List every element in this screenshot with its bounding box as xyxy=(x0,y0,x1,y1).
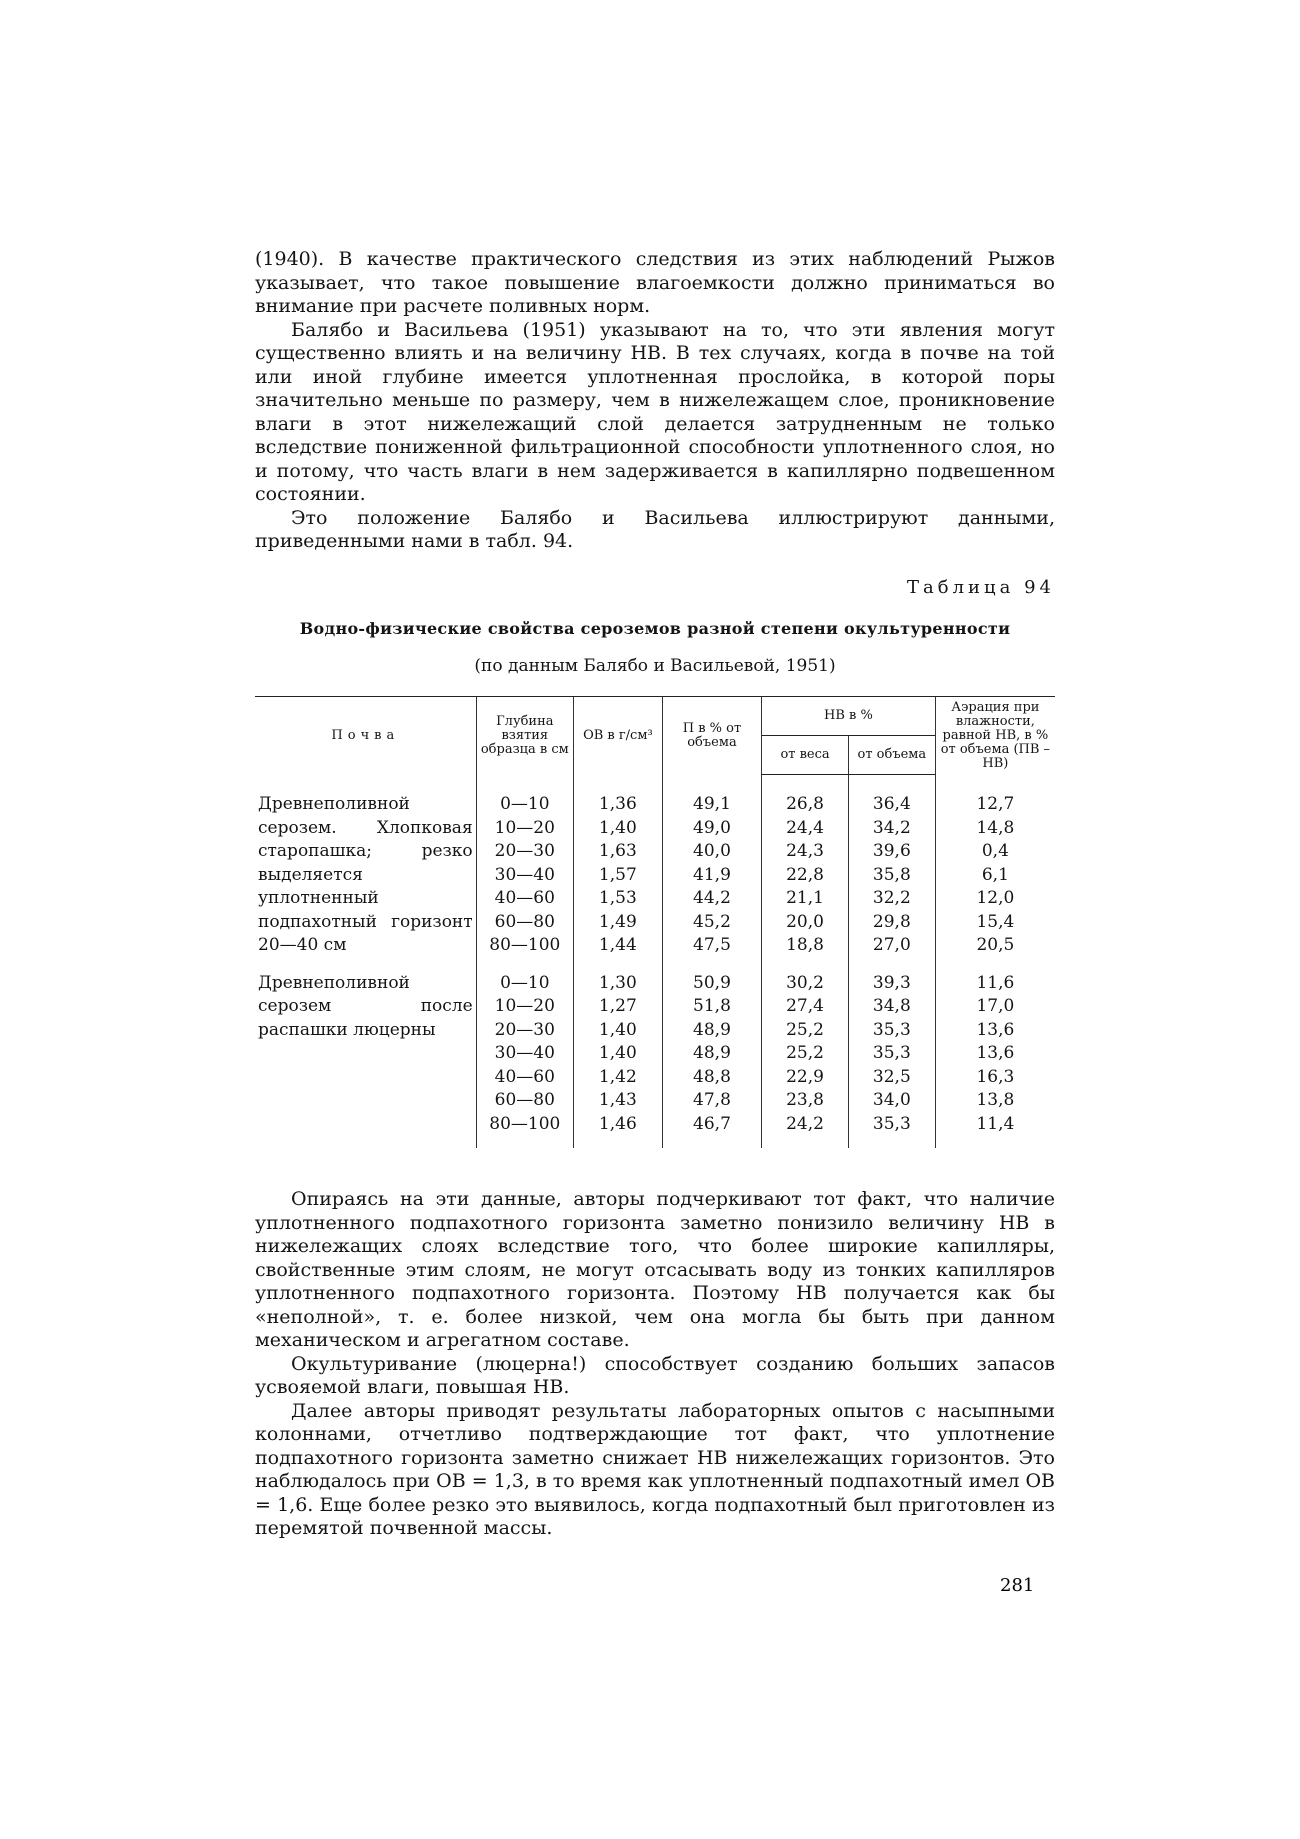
header-nv-weight: от веса xyxy=(762,736,849,775)
table-cell: 49,1 xyxy=(662,793,761,817)
paragraph-5: Окультуривание (люцерна!) способствует созданию больших запасов усвояемой влаги, повышая НВ. xyxy=(255,1352,1055,1398)
table-cell: 10—20 xyxy=(476,817,573,841)
table-cell: 1,44 xyxy=(573,934,662,958)
table-cell: 10—20 xyxy=(476,995,573,1019)
table-cell: 20,0 xyxy=(762,911,849,935)
table-cell: 13,8 xyxy=(935,1089,1055,1113)
table-cell: 1,40 xyxy=(573,817,662,841)
table-cell: 1,42 xyxy=(573,1066,662,1090)
header-soil: Почва xyxy=(255,697,476,775)
soil-description: Древнеполивной серозем после распашки люцерны xyxy=(258,972,473,1040)
table-spacer xyxy=(255,775,1055,794)
table-cell: 35,3 xyxy=(848,1019,935,1043)
header-ob: ОВ в г/см³ xyxy=(573,697,662,775)
header-aeration: Аэрация при влажности, равной НВ, в % от объема (ПВ –НВ) xyxy=(935,697,1055,775)
table-body xyxy=(255,775,1055,1149)
table-cell: 24,3 xyxy=(762,840,849,864)
table-subtitle: (по данным Балябо и Васильевой, 1951) xyxy=(474,655,836,676)
table-cell: 16,3 xyxy=(935,1066,1055,1090)
table-cell: 32,5 xyxy=(848,1066,935,1090)
table-cell: 11,6 xyxy=(935,972,1055,996)
table-cell: 12,7 xyxy=(935,793,1055,817)
table-cell: 46,7 xyxy=(662,1113,761,1137)
table-cell: 0,4 xyxy=(935,840,1055,864)
table-row xyxy=(255,972,1055,996)
table-cell: 11,4 xyxy=(935,1113,1055,1137)
table-cell: 35,3 xyxy=(848,1042,935,1066)
table-cell: 15,4 xyxy=(935,911,1055,935)
table-cell: 60—80 xyxy=(476,911,573,935)
table-cell: 35,8 xyxy=(848,864,935,888)
table-cell: 30—40 xyxy=(476,864,573,888)
table-cell: 26,8 xyxy=(762,793,849,817)
table-cell: 29,8 xyxy=(848,911,935,935)
table-cell: 14,8 xyxy=(935,817,1055,841)
table-cell: 1,36 xyxy=(573,793,662,817)
table-cell: 1,57 xyxy=(573,864,662,888)
table-cell: 24,2 xyxy=(762,1113,849,1137)
table-title: Водно-физические свойства сероземов разной степени окультуренности xyxy=(299,619,1011,638)
table-cell: 25,2 xyxy=(762,1019,849,1043)
table-cell: 0—10 xyxy=(476,972,573,996)
page-content xyxy=(255,248,1055,1541)
soil-description: Древнеполивной серозем. Хлопковая старопашка; резко выделяется уплотненный подпахотный горизонт 20—40 см xyxy=(258,794,473,955)
table-cell: 0—10 xyxy=(476,793,573,817)
header-nv: НВ в % xyxy=(762,697,936,736)
table-cell: 44,2 xyxy=(662,887,761,911)
table-cell: 48,9 xyxy=(662,1019,761,1043)
table-cell: 1,27 xyxy=(573,995,662,1019)
table-cell: 34,0 xyxy=(848,1089,935,1113)
table-cell: 22,9 xyxy=(762,1066,849,1090)
table-cell: 80—100 xyxy=(476,934,573,958)
table-cell: 30—40 xyxy=(476,1042,573,1066)
table-cell: 17,0 xyxy=(935,995,1055,1019)
group-separator xyxy=(255,958,1055,972)
table-cell: 36,4 xyxy=(848,793,935,817)
table-cell: 21,1 xyxy=(762,887,849,911)
table-cell: 1,63 xyxy=(573,840,662,864)
paragraph-2: Балябо и Васильева (1951) указывают на то, что эти явления могут существенно влиять и на величину НВ. В тех случаях, когда в почве на той или иной глубине имеется уплотненная прослойка, в которой поры значительно меньше по размеру, чем в нижележащем слое, проникновение влаги в этот нижележащий слой делается затрудненным не только вследствие пониженной фильтрационной способности уплотненного слоя, но и потому, что часть влаги в нем задерживается в капиллярно подвешенном состоянии. xyxy=(255,318,1055,505)
table-cell: 32,2 xyxy=(848,887,935,911)
table-cell: 48,8 xyxy=(662,1066,761,1090)
table-cell: 1,40 xyxy=(573,1042,662,1066)
paragraph-3: Это положение Балябо и Васильева иллюстрируют данными, приведенными нами в табл. 94. xyxy=(255,506,1055,552)
table-cell: 39,3 xyxy=(848,972,935,996)
table-cell: 1,43 xyxy=(573,1089,662,1113)
table-cell: 25,2 xyxy=(762,1042,849,1066)
header-nv-volume: от объема xyxy=(848,736,935,775)
table-cell: 20—30 xyxy=(476,840,573,864)
table-cell: 6,1 xyxy=(935,864,1055,888)
paragraph-6: Далее авторы приводят результаты лабораторных опытов с насыпными колоннами, отчетливо подтверждающие тот факт, что уплотнение подпахотного горизонта заметно снижает НВ нижележащих горизонтов. Это наблюдалось при ОВ = 1,3, в то время как уплотненный подпахотный имел ОВ = 1,6. Еще более резко это выявилось, когда подпахотный был приготовлен из перемятой почвенной массы. xyxy=(255,1399,1055,1539)
table-cell: 22,8 xyxy=(762,864,849,888)
table-cell: 18,8 xyxy=(762,934,849,958)
table-label: Таблица 94 xyxy=(907,576,1055,598)
post-table-text xyxy=(255,1188,1055,1541)
table-cell: 41,9 xyxy=(662,864,761,888)
table-cell: 13,6 xyxy=(935,1019,1055,1043)
paragraph-1: (1940). В качестве практического следствия из этих наблюдений Рыжов указывает, что такое повышение влагоемкости должно приниматься во внимание при расчете поливных норм. xyxy=(255,248,1055,317)
table-cell: 30,2 xyxy=(762,972,849,996)
table-cell: 20—30 xyxy=(476,1019,573,1043)
table-cell: 49,0 xyxy=(662,817,761,841)
table-cell: 1,53 xyxy=(573,887,662,911)
table-cell: 50,9 xyxy=(662,972,761,996)
table-cell: 40—60 xyxy=(476,887,573,911)
page-number: 281 xyxy=(1000,1575,1035,1596)
table-cell: 35,3 xyxy=(848,1113,935,1137)
table-cell: 47,8 xyxy=(662,1089,761,1113)
data-table xyxy=(255,696,1055,1148)
table-bottom-spacer xyxy=(255,1136,1055,1148)
table-cell: 80—100 xyxy=(476,1113,573,1137)
table-cell: 1,30 xyxy=(573,972,662,996)
table-cell: 1,46 xyxy=(573,1113,662,1137)
table-cell: 45,2 xyxy=(662,911,761,935)
table-cell: 1,49 xyxy=(573,911,662,935)
table-cell: 23,8 xyxy=(762,1089,849,1113)
table-cell: 1,40 xyxy=(573,1019,662,1043)
paragraph-4: Опираясь на эти данные, авторы подчеркивают тот факт, что наличие уплотненного подпахотного горизонта заметно понизило величину НВ в нижележащих слоях вследствие того, что более широкие капилляры, свойственные этим слоям, не могут отсасывать воду из тонких капилляров уплотненного подпахотного горизонта. Поэтому НВ получается как бы «неполной», т. е. более низкой, чем она могла бы быть при данном механическом и агрегатном составе. xyxy=(255,1188,1055,1351)
table-cell: 20,5 xyxy=(935,934,1055,958)
table-cell: 39,6 xyxy=(848,840,935,864)
table-cell: 47,5 xyxy=(662,934,761,958)
table-cell: 34,2 xyxy=(848,817,935,841)
table-cell: 60—80 xyxy=(476,1089,573,1113)
table-cell: 12,0 xyxy=(935,887,1055,911)
table-cell: 34,8 xyxy=(848,995,935,1019)
table-cell: 13,6 xyxy=(935,1042,1055,1066)
table-row xyxy=(255,793,1055,817)
header-depth: Глубина взятия образца в см xyxy=(476,697,573,775)
header-p: П в % от объема xyxy=(662,697,761,775)
table-cell: 24,4 xyxy=(762,817,849,841)
table-cell: 27,4 xyxy=(762,995,849,1019)
table-cell: 48,9 xyxy=(662,1042,761,1066)
table-cell: 40—60 xyxy=(476,1066,573,1090)
table-cell: 40,0 xyxy=(662,840,761,864)
table-cell: 51,8 xyxy=(662,995,761,1019)
table-cell: 27,0 xyxy=(848,934,935,958)
